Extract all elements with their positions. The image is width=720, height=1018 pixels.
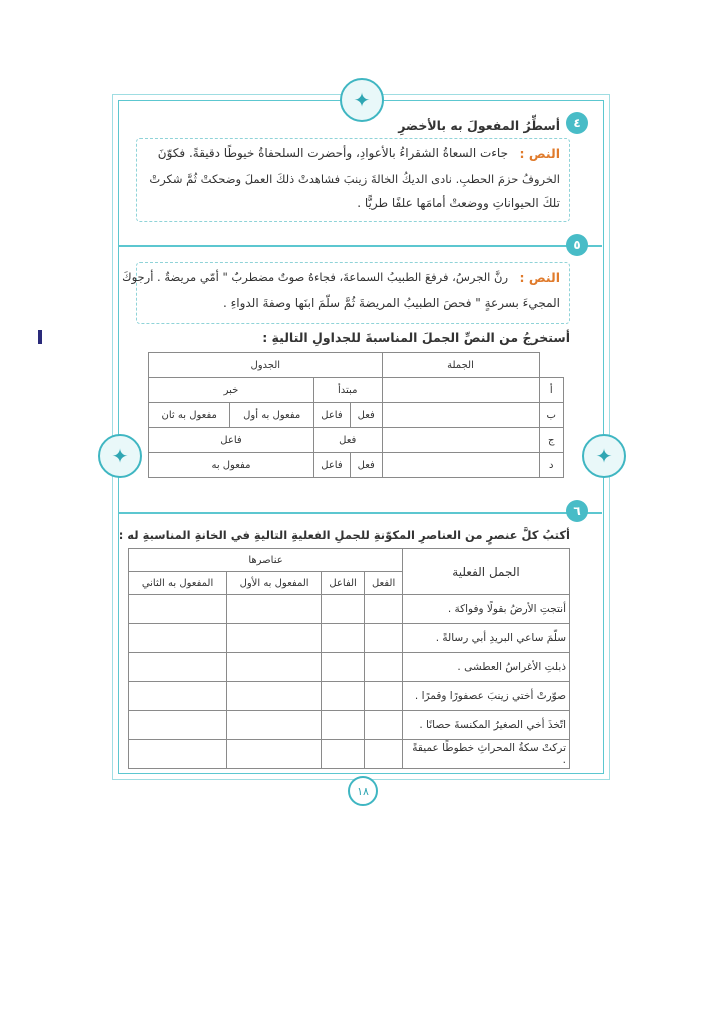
answer-cell[interactable]	[322, 624, 365, 653]
table-cell: مفعول به	[149, 453, 314, 478]
section1-text-line2: الخروفُ حزمَ الحطبِ. نادى الديكُ الخالةَ زينبَ فشاهدتْ ذلكَ العملَ وضحكتْ ثُمَّ شكرتْ	[149, 172, 560, 186]
table-header-sentence: الجملة	[382, 353, 539, 378]
sentence-cell: أنتجتِ الأرضُ بقولًا وفواكهَ .	[403, 595, 570, 624]
answer-cell[interactable]	[129, 624, 227, 653]
answer-cell[interactable]	[129, 682, 227, 711]
subheader-object2: المفعول به الثاني	[129, 572, 227, 595]
table-cell: فعل	[313, 428, 382, 453]
table-cell: خبر	[149, 378, 314, 403]
section2-table	[148, 352, 564, 478]
subheader-object1: المفعول به الأول	[227, 572, 322, 595]
answer-cell[interactable]	[322, 595, 365, 624]
sentence-cell: اتّخذَ أخي الصغيرُ المكنسةَ حصانًا .	[403, 711, 570, 740]
table-row	[129, 682, 570, 711]
answer-cell[interactable]	[382, 403, 539, 428]
answer-cell[interactable]	[227, 624, 322, 653]
section-number-badge: ٥	[566, 234, 588, 256]
section1-text-line3: تلكَ الحيواناتِ ووضعتْ أمامَها علفًا طريًّا .	[357, 196, 560, 210]
answer-cell[interactable]	[322, 682, 365, 711]
section3-instruction: أكتبُ كلَّ عنصرٍ من العناصرِ المكوّنةِ للجملِ الفعليةِ التاليةِ في الخانةِ المناسبةِ له :	[118, 528, 570, 542]
answer-cell[interactable]	[322, 711, 365, 740]
section1-text-line1: جاءت السعاةُ الشقراءُ بالأعوادِ، وأحضرت السلحفاةُ خيوطًا دقيقةً. فكوّنَ	[157, 146, 508, 160]
row-letter: د	[539, 453, 564, 478]
section-number-badge: ٤	[566, 112, 588, 134]
table-row	[149, 453, 564, 478]
table-row	[149, 428, 564, 453]
section-divider	[118, 245, 602, 247]
answer-cell[interactable]	[227, 653, 322, 682]
answer-cell[interactable]	[322, 740, 365, 769]
section3-table	[128, 548, 570, 769]
table-row	[149, 403, 564, 428]
table-cell: مفعول به أول	[230, 403, 314, 428]
section1-text-label: النص :	[519, 146, 560, 161]
star-ornament-right: ✦	[582, 434, 626, 478]
sentence-cell: صوّرتْ أختي زينبَ عصفورًا وقمرًا .	[403, 682, 570, 711]
answer-cell[interactable]	[227, 740, 322, 769]
row-letter: أ	[539, 378, 564, 403]
answer-cell[interactable]	[129, 653, 227, 682]
row-letter: ج	[539, 428, 564, 453]
answer-cell[interactable]	[129, 711, 227, 740]
star-ornament-top: ✦	[340, 78, 384, 122]
table-header-sentences: الجمل الفعلية	[403, 549, 570, 595]
answer-cell[interactable]	[227, 595, 322, 624]
star-ornament-left: ✦	[98, 434, 142, 478]
answer-cell[interactable]	[129, 740, 227, 769]
binder-mark	[38, 330, 42, 344]
subheader-subject: الفاعل	[322, 572, 365, 595]
answer-cell[interactable]	[365, 740, 403, 769]
table-cell: فعل	[350, 403, 382, 428]
table-row	[149, 378, 564, 403]
table-cell	[539, 353, 564, 378]
answer-cell[interactable]	[227, 711, 322, 740]
answer-cell[interactable]	[129, 595, 227, 624]
answer-cell[interactable]	[365, 711, 403, 740]
answer-cell[interactable]	[365, 653, 403, 682]
answer-cell[interactable]	[365, 682, 403, 711]
table-cell: مفعول به ثان	[149, 403, 230, 428]
section-number-badge: ٦	[566, 500, 588, 522]
answer-cell[interactable]	[382, 428, 539, 453]
table-cell: فعل	[350, 453, 382, 478]
row-letter: ب	[539, 403, 564, 428]
answer-cell[interactable]	[227, 682, 322, 711]
section1-instruction: أسطِّرُ المفعولَ به بالأخضرِ	[398, 118, 560, 133]
table-header-row	[149, 353, 564, 378]
section-divider	[118, 512, 602, 514]
sentence-cell: سلّمَ ساعي البريدِ أبي رسالةً .	[403, 624, 570, 653]
table-row	[129, 595, 570, 624]
answer-cell[interactable]	[382, 453, 539, 478]
answer-cell[interactable]	[382, 378, 539, 403]
table-cell: فاعل	[313, 453, 350, 478]
table-row	[129, 740, 570, 769]
section2-text-line2: المجيءَ بسرعةٍ " فحصَ الطبيبُ المريضةَ ثُمَّ سلّمَ ابنَها وصفةَ الدواءِ .	[222, 296, 560, 310]
table-cell: مبتدأ	[313, 378, 382, 403]
table-row	[129, 653, 570, 682]
page-number: ١٨	[348, 776, 378, 806]
sentence-cell: ذبلتِ الأغراسُ العطشى .	[403, 653, 570, 682]
section2-text-label: النص :	[519, 270, 560, 285]
table-header-row	[129, 549, 570, 572]
subheader-verb: الفعل	[365, 572, 403, 595]
answer-cell[interactable]	[322, 653, 365, 682]
table-row	[129, 624, 570, 653]
section2-instruction: أستخرجُ من النصِّ الجملَ المناسبةَ للجداولِ التاليةِ :	[262, 330, 570, 345]
sentence-cell: تركتْ سكةُ المحراثِ خطوطًا عميقةً .	[403, 740, 570, 769]
table-header-elements: عناصرها	[129, 549, 403, 572]
table-row	[129, 711, 570, 740]
answer-cell[interactable]	[365, 595, 403, 624]
table-cell: فاعل	[149, 428, 314, 453]
answer-cell[interactable]	[365, 624, 403, 653]
table-header-table: الجدول	[149, 353, 383, 378]
section2-text-line1: رنَّ الجرسُ، فرفعَ الطبيبُ السماعةَ، فجاءهُ صوتٌ مضطربٌ " أمّي مريضةٌ . أرجوكَ	[122, 270, 508, 284]
table-cell: فاعل	[313, 403, 350, 428]
